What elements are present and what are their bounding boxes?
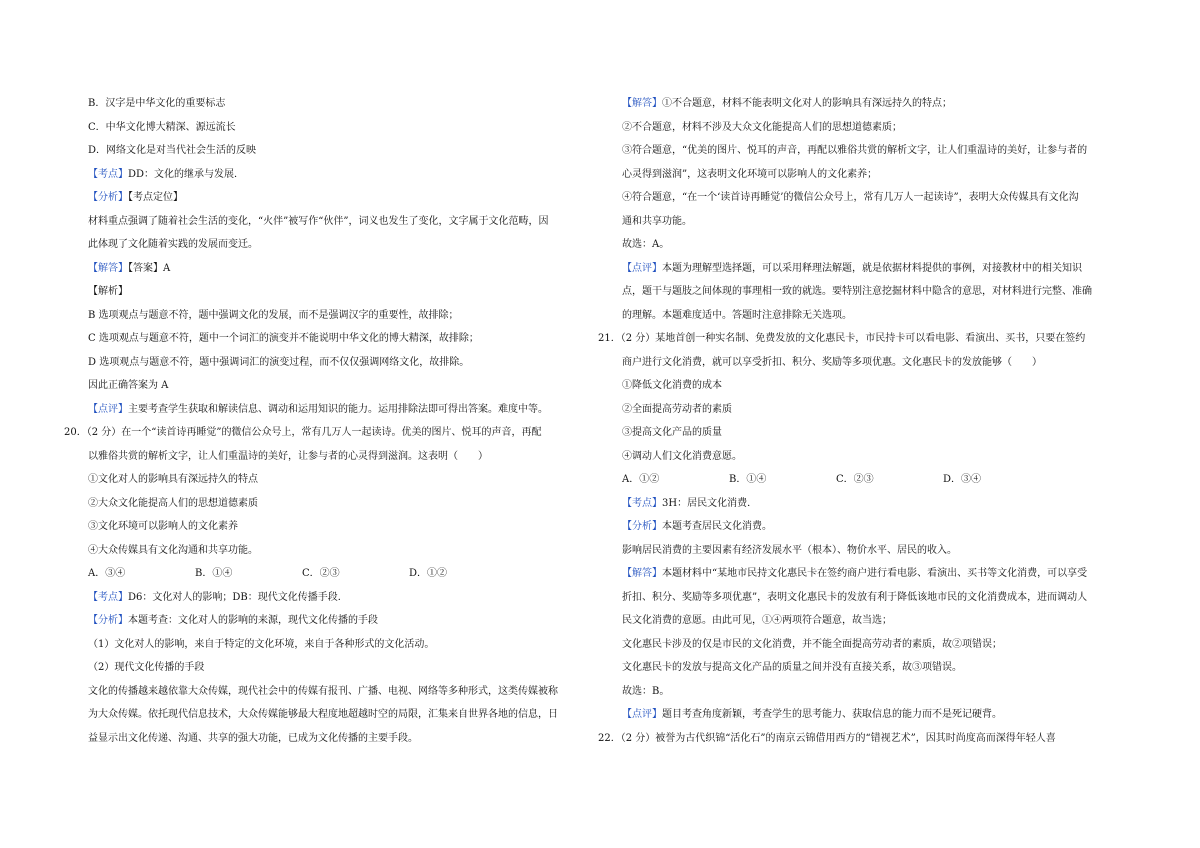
line-text: 此体现了文化随着实践的发展而变迁。 [88, 239, 258, 250]
text-line [88, 633, 608, 657]
text-line [88, 186, 608, 210]
line-text: ④调动人们文化消费意愿。 [622, 450, 742, 462]
text-line [88, 445, 608, 469]
line-text: 文化惠民卡的发放与提高文化产品的质量之间并没有直接关系，故③项错误。 [622, 662, 962, 673]
line-text: ④符合题意，“在一个‘读首诗再睡觉’的微信公众号上，常有几万人一起读诗”，表明大众传媒具有文化沟 [622, 192, 1079, 203]
line-text: 主要考查学生获取和解读信息、调动和运用知识的能力。运用排除法即可得出答案。难度中等。 [128, 403, 548, 415]
line-text: 折扣、积分、奖励等多项优惠”，表明文化惠民卡的发放有利于降低该地市民的文化消费成本，进而调动人 [622, 591, 1088, 603]
line-text: ①文化对人的影响具有深远持久的特点 [88, 474, 258, 485]
answer-option: D．①② [409, 568, 448, 579]
text-line [88, 609, 608, 633]
line-text: C 选项观点与题意不符，题中一个词汇的演变并不能说明中华文化的博大精深，故排除； [88, 333, 479, 344]
line-text: 材料重点强调了随着社会生活的变化，“火伴”被写作“伙伴”，词义也发生了变化，文字属于文化范畴，因 [88, 215, 549, 227]
section-tag: 【点评】 [622, 262, 662, 274]
section-tag: 【分析】 [88, 615, 128, 626]
text-line [88, 586, 608, 610]
text-line [622, 233, 1142, 257]
line-text: ④大众传媒具有文化沟通和共享功能。 [88, 544, 258, 556]
line-text: ②全面提高劳动者的素质 [622, 403, 732, 415]
line-text: 故选：B。 [622, 685, 670, 697]
line-text: 本题为理解型选择题，可以采用释理法解题，就是依据材料提供的事例，对接教材中的相关知识 [662, 262, 1082, 274]
text-line [64, 421, 608, 445]
text-line [622, 351, 1142, 375]
text-line [88, 210, 608, 234]
line-text: 本题考查：文化对人的影响的来源，现代文化传播的手段 [128, 615, 378, 626]
text-line [622, 515, 1142, 539]
line-text: D6：文化对人的影响；DB：现代文化传播手段． [128, 591, 348, 603]
text-line [88, 116, 608, 140]
text-line [88, 656, 608, 680]
line-text: B 选项观点与题意不符，题中强调文化的发展，而不是强调汉字的重要性，故排除； [88, 309, 459, 321]
line-text: （2）现代文化传播的手段 [88, 662, 205, 673]
line-text: 文化惠民卡涉及的仅是市民的文化消费，并不能全面提高劳动者的素质，故②项错误； [622, 638, 1002, 650]
line-text: DD：文化的继承与发展． [128, 168, 245, 180]
line-text: 3H：居民文化消费． [662, 497, 758, 509]
text-line [622, 186, 1142, 210]
question-number: 20． [64, 427, 87, 438]
text-line [88, 327, 608, 351]
line-text: 【答案】A [128, 262, 171, 274]
text-line [88, 492, 608, 516]
text-line [88, 163, 608, 187]
line-text: 因此正确答案为 A [88, 380, 169, 391]
text-line [88, 351, 608, 375]
answer-option: A．①② [622, 474, 660, 485]
line-text: B．汉字是中华文化的重要标志 [88, 98, 226, 109]
text-line [88, 703, 608, 727]
text-line [88, 304, 608, 328]
line-text: 影响居民消费的主要因素有经济发展水平（根本）、物价水平、居民的收入。 [622, 544, 957, 556]
question-number: 22． [598, 732, 621, 744]
text-line [622, 257, 1142, 281]
section-tag: 【点评】 [622, 709, 662, 720]
text-line [88, 539, 608, 563]
answer-option: B．①④ [729, 474, 767, 485]
text-line [88, 257, 608, 281]
text-line [598, 327, 1142, 351]
text-line [88, 280, 608, 304]
section-tag: 【点评】 [88, 403, 128, 415]
text-line [622, 633, 1142, 657]
line-text: ③提高文化产品的质量 [622, 427, 722, 438]
line-text: 以雅俗共赏的解析文字，让人们重温诗的美好，让参与者的心灵得到滋润。这表明（ ） [88, 450, 488, 462]
text-line [622, 539, 1142, 563]
line-text: 【解析】 [88, 286, 128, 297]
text-line [88, 398, 608, 422]
line-text: 文化的传播越来越依靠大众传媒，现代社会中的传媒有报刊、广播、电视、网络等多种形式，这类传媒被称 [88, 685, 558, 697]
section-tag: 【解答】 [622, 568, 662, 579]
answer-option: C．②③ [302, 568, 340, 579]
text-line [88, 680, 608, 704]
section-tag: 【考点】 [622, 497, 662, 509]
answer-option: D．③④ [943, 474, 982, 485]
text-line [622, 374, 1142, 398]
text-line [622, 163, 1142, 187]
answer-option: C．②③ [836, 474, 874, 485]
text-line [622, 280, 1142, 304]
text-line [88, 562, 608, 586]
text-line [88, 515, 608, 539]
text-line [622, 210, 1142, 234]
answer-option: B．①④ [195, 568, 233, 579]
text-line [88, 374, 608, 398]
text-line [622, 492, 1142, 516]
line-text: （2 分）被誉为古代织锦“活化石”的南京云锦借用西方的“错视艺术”，因其时尚度高而深得年轻人喜 [620, 732, 1056, 744]
text-line [88, 468, 608, 492]
line-text: D 选项观点与题意不符，题中强调词汇的演变过程，而不仅仅强调网络文化，故排除。 [88, 356, 470, 368]
line-text: 益显示出文化传递、沟通、共享的强大功能，已成为文化传播的主要手段。 [88, 732, 418, 744]
text-line [88, 233, 608, 257]
text-line [622, 139, 1142, 163]
question-number: 21． [598, 333, 621, 344]
line-text: 【考点定位】 [128, 192, 183, 203]
line-text: 本题材料中“某地市民持文化惠民卡在签约商户进行看电影、看演出、买书等文化消费，可以享受 [662, 568, 1088, 579]
line-text: 民文化消费的意愿。由此可见，①④两项符合题意，故当选； [622, 615, 892, 626]
text-line [88, 92, 608, 116]
right-column [598, 92, 1142, 750]
left-column [64, 92, 608, 750]
section-tag: 【分析】 [622, 521, 662, 532]
text-line [622, 703, 1142, 727]
text-line [622, 116, 1142, 140]
line-text: ③文化环境可以影响人的文化素养 [88, 521, 238, 532]
line-text: ②大众文化能提高人们的思想道德素质 [88, 497, 258, 509]
line-text: 的理解。本题难度适中。答题时注意排除无关选项。 [622, 309, 852, 321]
text-line [622, 680, 1142, 704]
line-text: （2 分）在一个“读首诗再睡觉”的微信公众号上，常有几万人一起读诗。优美的图片、悦耳的声音，再配 [86, 427, 542, 438]
text-line [88, 139, 608, 163]
text-line [622, 586, 1142, 610]
section-tag: 【分析】 [88, 192, 128, 203]
section-tag: 【考点】 [88, 591, 128, 603]
text-line [598, 727, 1142, 751]
line-text: 本题考查居民文化消费。 [662, 521, 772, 532]
line-text: 通和共享功能。 [622, 215, 692, 227]
line-text: （1）文化对人的影响，来自于特定的文化环境，来自于各种形式的文化活动。 [88, 638, 435, 650]
line-text: 商户进行文化消费，就可以享受折扣、积分、奖励等多项优惠。文化惠民卡的发放能够（ ） [622, 356, 1042, 368]
text-line [622, 562, 1142, 586]
text-line [622, 304, 1142, 328]
line-text: ①降低文化消费的成本 [622, 380, 722, 391]
text-line [622, 656, 1142, 680]
text-line [88, 727, 608, 751]
line-text: ③符合题意，“优美的图片、悦耳的声音，再配以雅俗共赏的解析文字，让人们重温诗的美好，让参与者的 [622, 145, 1088, 156]
section-tag: 【考点】 [88, 168, 128, 180]
text-line [622, 609, 1142, 633]
text-line [622, 468, 1142, 492]
answer-option: A．③④ [88, 568, 126, 579]
text-line [622, 398, 1142, 422]
line-text: C．中华文化博大精深、源远流长 [88, 121, 236, 133]
line-text: （2 分）某地首创一种实名制、免费发放的文化惠民卡，市民持卡可以看电影、看演出、买书，只要在签约 [620, 333, 1086, 344]
line-text: D．网络文化是对当代社会生活的反映 [88, 145, 257, 156]
section-tag: 【解答】 [622, 98, 662, 109]
line-text: 故选：A。 [622, 239, 670, 250]
text-line [622, 421, 1142, 445]
section-tag: 【解答】 [88, 262, 128, 274]
line-text: 心灵得到滋润”，这表明文化环境可以影响人的文化素养； [622, 168, 878, 180]
line-text: 点，题干与题肢之间体现的事理相一致的就选。要特别注意挖掘材料中隐含的意思，对材料进行完整、准确 [622, 286, 1092, 297]
text-line [622, 92, 1142, 116]
line-text: 题目考查角度新颖，考查学生的思考能力、获取信息的能力而不是死记硬背。 [662, 709, 1002, 720]
line-text: 为大众传媒。依托现代信息技术，大众传媒能够最大程度地超越时空的局限，汇集来自世界各地的信息，日 [88, 709, 558, 720]
line-text: ②不合题意，材料不涉及大众文化能提高人们的思想道德素质； [622, 121, 902, 133]
text-line [622, 445, 1142, 469]
line-text: ①不合题意，材料不能表明文化对人的影响具有深远持久的特点； [662, 98, 952, 109]
